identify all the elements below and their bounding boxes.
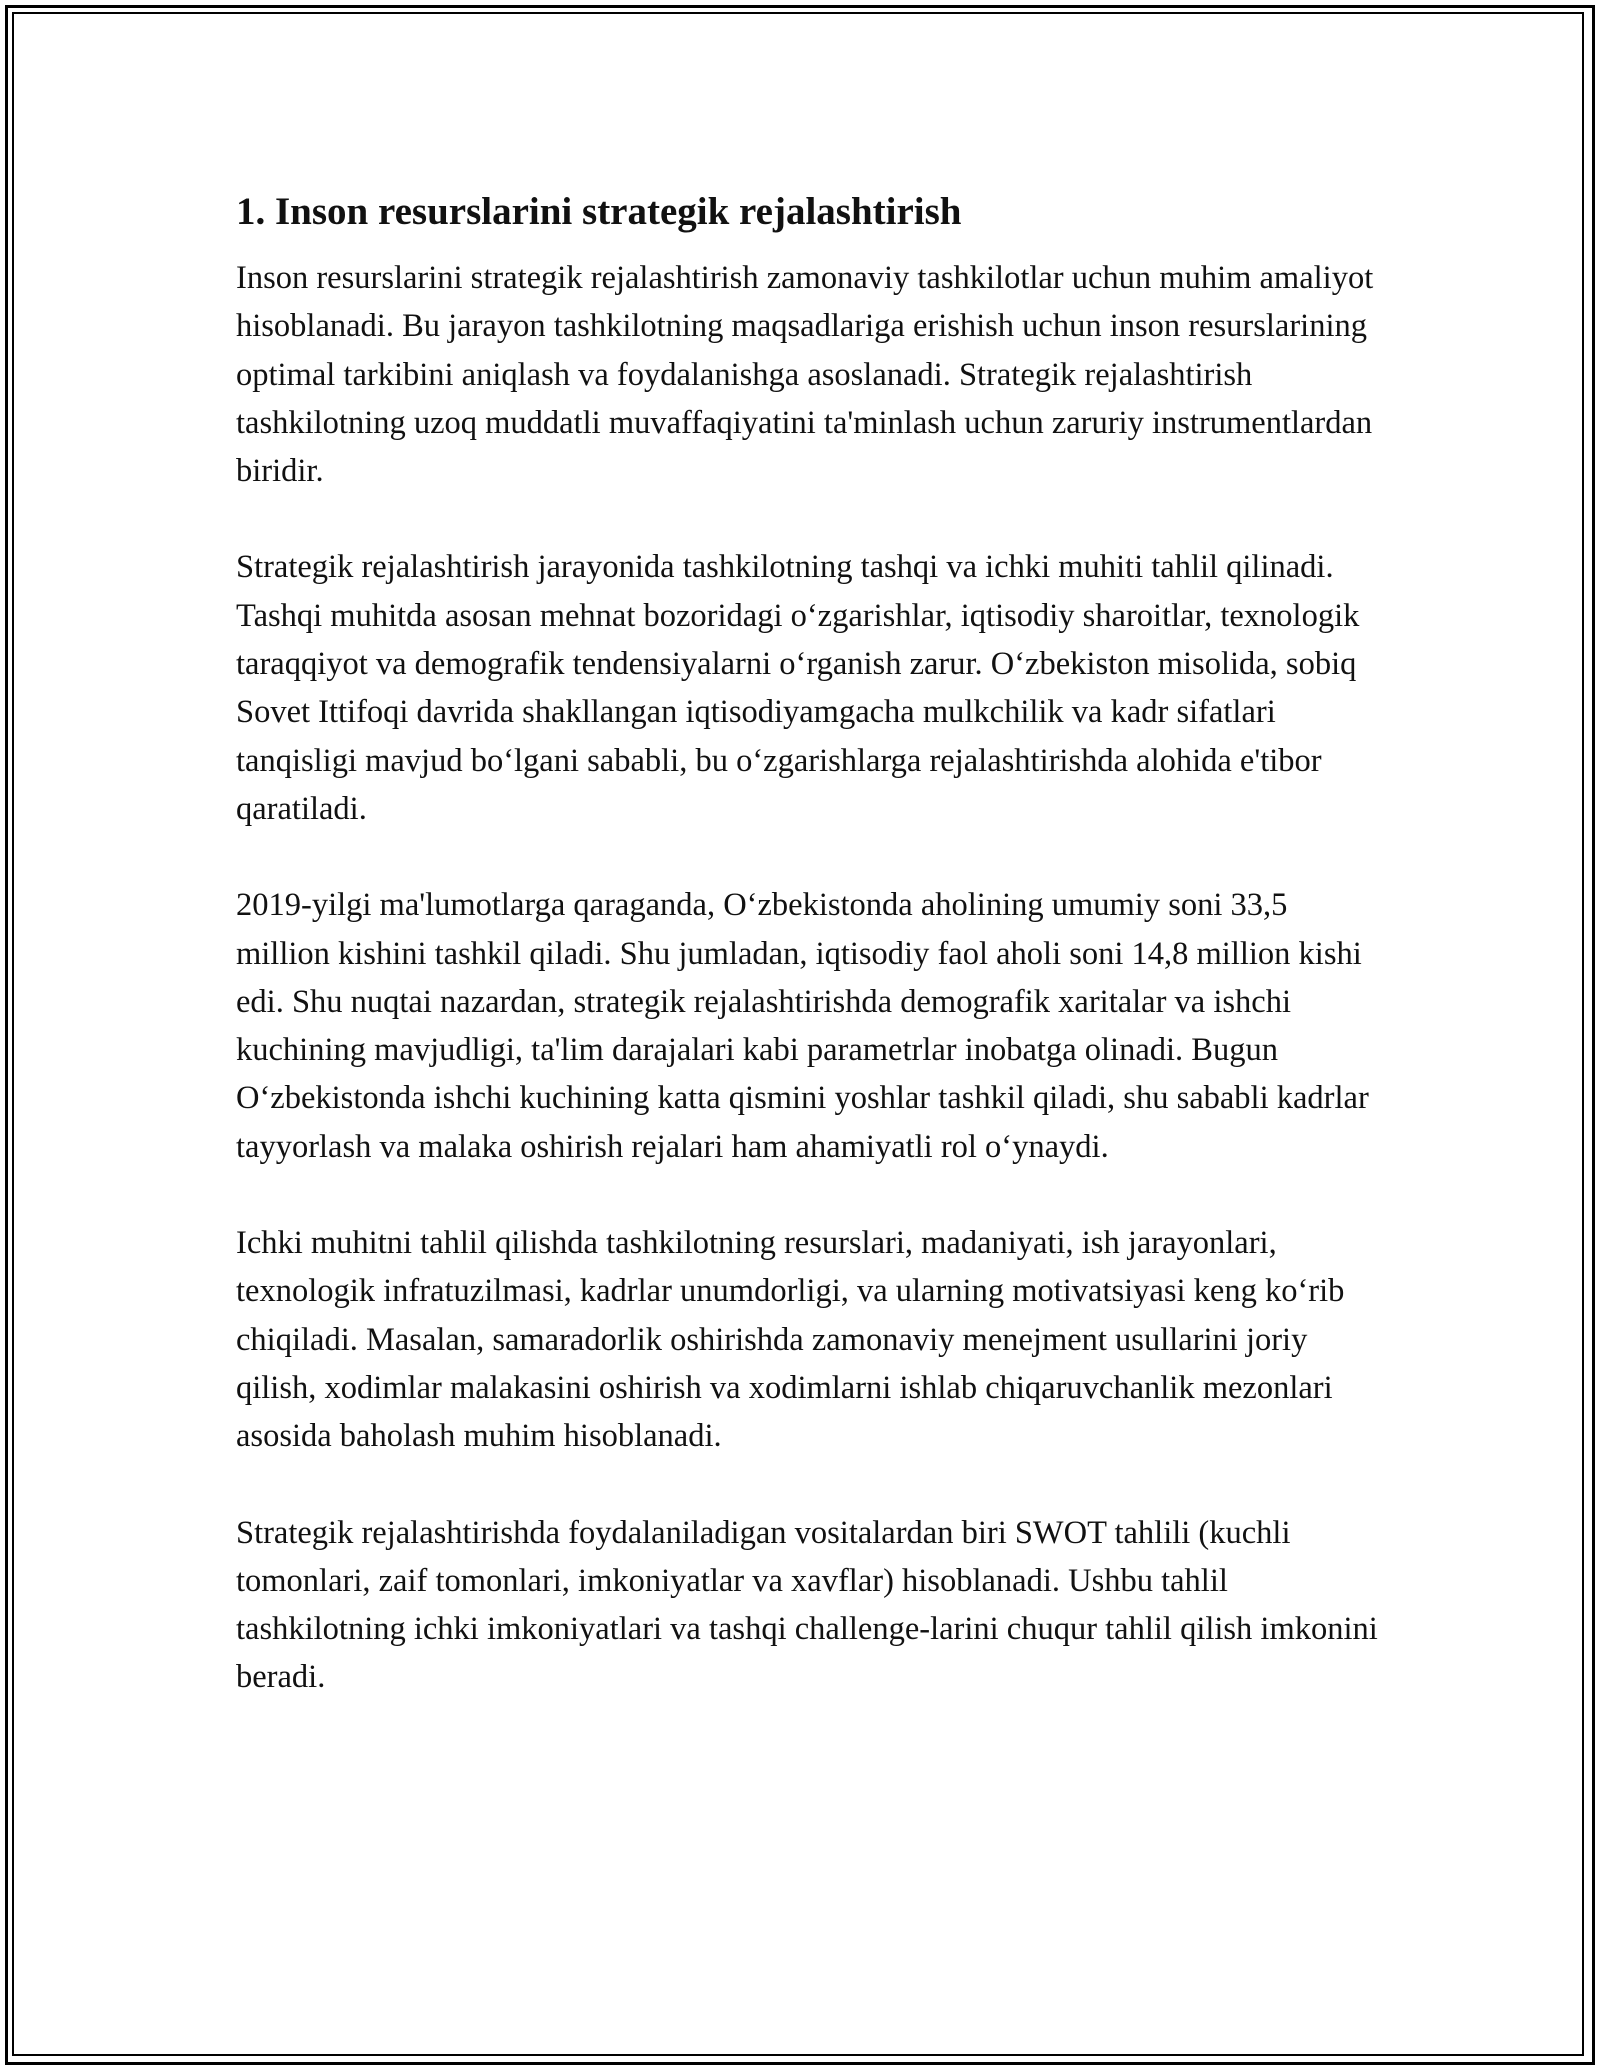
paragraph-3: 2019-yilgi ma'lumotlarga qaraganda, O‘zbekistonda aholining umumiy soni 33,5 million kishini tashkil qiladi. Shu jumladan, iqtisodiy faol aholi soni 14,8 million kishi edi. Shu nuqtai nazardan, strategik rejalashtirishda demografik xaritalar va ishchi kuchining mavjudligi, ta'lim darajalari kabi parametrlar inobatga olinadi. Bugun O‘zbekistonda ishchi kuchining katta qismini yoshlar tashkil qiladi, shu sababli kadrlar tayyorlash va malaka oshirish rejalari ham ahamiyatli rol o‘ynaydi.	[236, 887, 1369, 1165]
document-body	[236, 188, 1386, 1750]
paragraph-2: Strategik rejalashtirish jarayonida tashkilotning tashqi va ichki muhiti tahlil qilinadi. Tashqi muhitda asosan mehnat bozoridagi o‘zgarishlar, iqtisodiy sharoitlar, texnologik taraqqiyot va demografik tendensiyalarni o‘rganish zarur. O‘zbekiston misolida, sobiq Sovet Ittifoqi davrida shakllangan iqtisodiyamgacha mulkchilik va kadr sifatlari tanqisligi mavjud bo‘lgani sababli, bu o‘zgarishlarga rejalashtirishda alohida e'tibor qaratiladi.	[236, 549, 1360, 827]
paragraph-1: Inson resurslarini strategik rejalashtirish zamonaviy tashkilotlar uchun muhim amaliyot hisoblanadi. Bu jarayon tashkilotning maqsadlariga erishish uchun inson resurslarining optimal tarkibini aniqlash va foydalanishga asoslanadi. Strategik rejalashtirish tashkilotning uzoq muddatli muvaffaqiyatini ta'minlash uchun zaruriy instrumentlardan biridir.	[236, 260, 1374, 490]
paragraph-5: Strategik rejalashtirishda foydalaniladigan vositalardan biri SWOT tahlili (kuchli tomonlari, zaif tomonlari, imkoniyatlar va xavflar) hisoblanadi. Ushbu tahlil tashkilotning ichki imkoniyatlari va tashqi challenge-larini chuqur tahlil qilish imkonini beradi.	[236, 1514, 1378, 1696]
section-heading: 1. Inson resurslarini strategik rejalashtirish	[236, 190, 962, 233]
paragraph-4: Ichki muhitni tahlil qilishda tashkilotning resurslari, madaniyati, ish jarayonlari, texnologik infratuzilmasi, kadrlar unumdorligi, va ularning motivatsiyasi keng ko‘rib chiqiladi. Masalan, samaradorlik oshirishda zamonaviy menejment usullarini joriy qilish, xodimlar malakasini oshirish va xodimlarni ishlab chiqaruvchanlik mezonlari asosida baholash muhim hisoblanadi.	[236, 1225, 1345, 1455]
